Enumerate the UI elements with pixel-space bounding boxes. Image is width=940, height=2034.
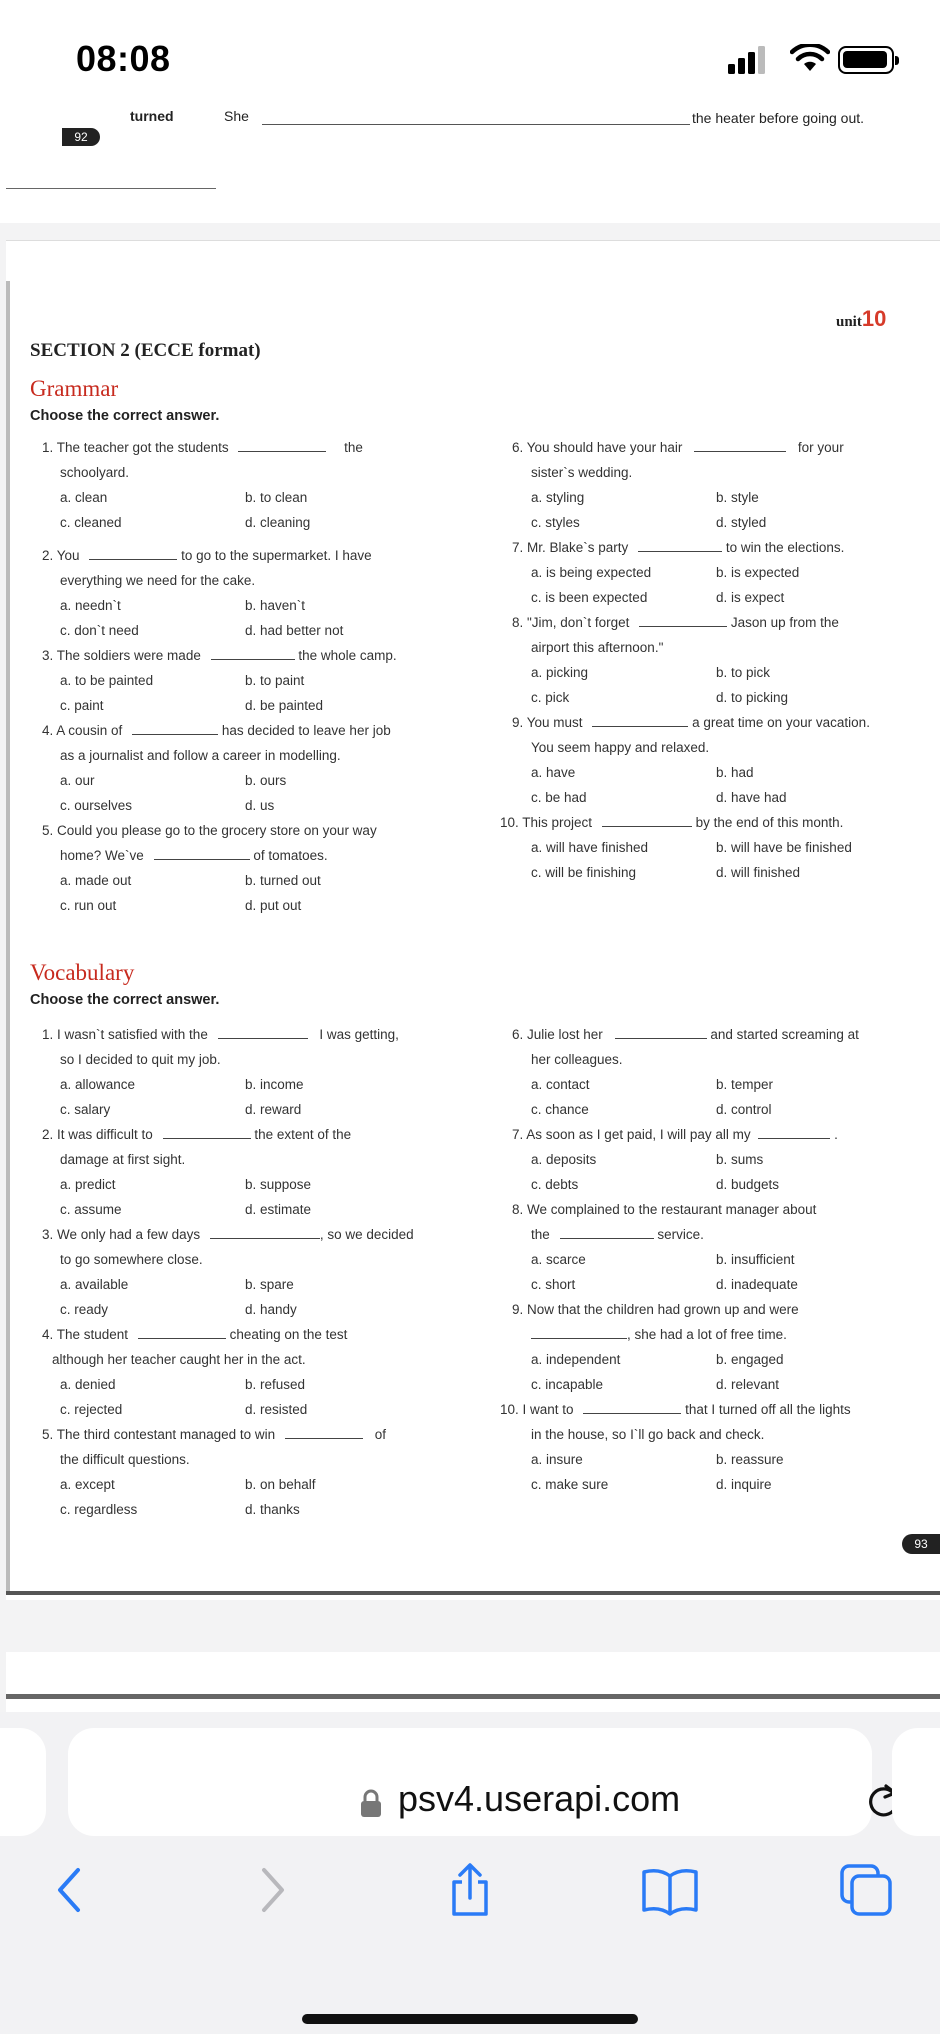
lock-icon xyxy=(360,1788,382,1818)
page-number-badge: 93 xyxy=(902,1534,940,1554)
bookmarks-icon[interactable] xyxy=(640,1862,700,1918)
option[interactable]: c. ourselves xyxy=(60,798,133,813)
next-page xyxy=(6,1652,940,1712)
sentence-end: the heater before going out. xyxy=(692,110,865,126)
tabs-icon[interactable] xyxy=(838,1862,894,1918)
option[interactable]: b. to pick xyxy=(716,665,771,680)
option[interactable]: c. ready xyxy=(60,1302,109,1317)
option[interactable]: d. to picking xyxy=(716,690,789,705)
option[interactable]: c. incapable xyxy=(531,1377,604,1392)
option[interactable]: d. inadequate xyxy=(716,1277,798,1292)
unit-number: 10 xyxy=(861,306,887,331)
option[interactable]: d. inquire xyxy=(716,1477,772,1492)
question-line: 6. Julie lost her and started screaming at xyxy=(512,1027,859,1042)
option[interactable]: b. on behalf xyxy=(245,1477,316,1492)
option[interactable]: d. relevant xyxy=(716,1377,780,1392)
option[interactable]: a. made out xyxy=(60,873,132,888)
option[interactable]: c. is been expected xyxy=(531,590,648,605)
question-line: as a journalist and follow a career in modelling. xyxy=(60,748,341,763)
option[interactable]: c. styles xyxy=(531,515,580,530)
option[interactable]: b. had xyxy=(716,765,754,780)
question-line: the service. xyxy=(531,1227,704,1242)
question-line: to go somewhere close. xyxy=(60,1252,203,1267)
option[interactable]: a. contact xyxy=(531,1077,590,1092)
option[interactable]: c. salary xyxy=(60,1102,111,1117)
question-line: 5. Could you please go to the grocery store on your way xyxy=(42,823,377,838)
option[interactable]: c. regardless xyxy=(60,1502,138,1517)
word-bank-item: turned xyxy=(130,108,174,124)
question-line: 3. We only had a few days , so we decided xyxy=(42,1227,414,1242)
section-title: SECTION 2 (ECCE format) xyxy=(30,340,261,361)
option[interactable]: d. estimate xyxy=(245,1202,312,1217)
question-line: although her teacher caught her in the act. xyxy=(52,1352,306,1367)
option[interactable]: d. cleaning xyxy=(245,515,311,530)
option[interactable]: a. denied xyxy=(60,1377,116,1392)
option[interactable]: a. to be painted xyxy=(60,673,154,688)
option[interactable]: c. will be finishing xyxy=(531,865,637,880)
question-line: everything we need for the cake. xyxy=(60,573,256,588)
page-bottom-edge xyxy=(6,1591,940,1595)
previous-tab-peek[interactable] xyxy=(0,1728,46,1836)
option[interactable]: d. resisted xyxy=(245,1402,308,1417)
option[interactable]: c. be had xyxy=(531,790,587,805)
option[interactable]: a. is being expected xyxy=(531,565,652,580)
vocabulary-heading: Vocabulary xyxy=(30,960,135,985)
option[interactable]: b. ours xyxy=(245,773,287,788)
option[interactable]: a. independent xyxy=(531,1352,621,1367)
option[interactable]: a. allowance xyxy=(60,1077,136,1092)
option[interactable]: d. will finished xyxy=(716,865,801,880)
question-line: 5. The third contestant managed to win of xyxy=(42,1427,386,1442)
option[interactable]: c. make sure xyxy=(531,1477,609,1492)
option[interactable]: c. run out xyxy=(60,898,117,913)
option[interactable]: a. our xyxy=(60,773,95,788)
option[interactable]: d. styled xyxy=(716,515,767,530)
question-line: 8. We complained to the restaurant manager about xyxy=(512,1202,817,1217)
option[interactable]: c. cleaned xyxy=(60,515,122,530)
question-line: , she had a lot of free time. xyxy=(531,1328,787,1343)
question-line: the difficult questions. xyxy=(60,1452,190,1467)
option[interactable]: d. us xyxy=(245,798,275,813)
question-line: 1. The teacher got the students the xyxy=(42,440,363,455)
url-text: psv4.userapi.com xyxy=(398,1778,681,1819)
option[interactable]: b. spare xyxy=(245,1277,294,1292)
question-line: damage at first sight. xyxy=(60,1152,186,1167)
grammar-instruction: Choose the correct answer. xyxy=(30,408,220,424)
question-line: 1. I wasn`t satisfied with the I was getting, xyxy=(42,1027,399,1042)
question-line: 3. The soldiers were made the whole camp. xyxy=(42,648,397,663)
option[interactable]: d. put out xyxy=(245,898,302,913)
vocabulary-instruction: Choose the correct answer. xyxy=(30,992,220,1008)
question-line: 10. This project by the end of this month. xyxy=(500,815,844,830)
divider xyxy=(6,188,216,189)
option[interactable]: d. is expect xyxy=(716,590,785,605)
option[interactable]: a. except xyxy=(60,1477,115,1492)
option[interactable]: d. had better not xyxy=(245,623,344,638)
next-tab-peek[interactable] xyxy=(892,1728,940,1836)
question-line: 4. The student cheating on the test xyxy=(42,1327,348,1342)
question-line: so I decided to quit my job. xyxy=(60,1052,221,1067)
option[interactable]: d. have had xyxy=(716,790,787,805)
question-line: home? We`ve of tomatoes. xyxy=(60,848,328,863)
option[interactable]: b. reassure xyxy=(716,1452,784,1467)
option[interactable]: d. control xyxy=(716,1102,772,1117)
answer-blank xyxy=(262,124,690,125)
page-number-badge: 92 xyxy=(62,128,100,146)
option[interactable]: b. engaged xyxy=(716,1352,784,1367)
option[interactable]: a. have xyxy=(531,765,576,780)
option[interactable]: b. refused xyxy=(245,1377,306,1392)
option[interactable]: c. paint xyxy=(60,698,104,713)
option[interactable]: c. don`t need xyxy=(60,623,139,638)
question-line: 9. Now that the children had grown up and were xyxy=(512,1302,799,1317)
option[interactable]: d. handy xyxy=(245,1302,297,1317)
question-line: 2. It was difficult to the extent of the xyxy=(42,1127,352,1142)
address-bar[interactable] xyxy=(68,1728,872,1836)
question-line: schoolyard. xyxy=(60,465,130,480)
option[interactable]: d. be painted xyxy=(245,698,324,713)
question-line: sister`s wedding. xyxy=(531,465,633,480)
option[interactable]: c. chance xyxy=(531,1102,589,1117)
previous-page xyxy=(0,0,940,223)
option[interactable]: a. insure xyxy=(531,1452,583,1467)
question-line: 10. I want to that I turned off all the lights xyxy=(500,1402,851,1417)
option[interactable]: c. short xyxy=(531,1277,576,1292)
question-line: airport this afternoon." xyxy=(531,640,664,655)
option[interactable]: b. style xyxy=(716,490,759,505)
option[interactable]: c. assume xyxy=(60,1202,122,1217)
grammar-heading: Grammar xyxy=(30,376,119,401)
question-line: 7. As soon as I get paid, I will pay all my . xyxy=(512,1127,838,1142)
question-line: 6. You should have your hair for your xyxy=(512,440,844,455)
question-line: 9. You must a great time on your vacation. xyxy=(512,715,870,730)
option[interactable]: d. budgets xyxy=(716,1177,780,1192)
question-line: 7. Mr. Blake`s party to win the elections. xyxy=(512,540,845,555)
page-edge xyxy=(6,1694,940,1699)
sentence-start: She xyxy=(224,108,249,124)
option[interactable]: a. available xyxy=(60,1277,129,1292)
option[interactable]: b. to clean xyxy=(245,490,308,505)
share-icon[interactable] xyxy=(444,1862,496,1918)
option[interactable]: a. will have finished xyxy=(531,840,649,855)
browser-toolbar xyxy=(0,1712,940,2034)
back-icon[interactable] xyxy=(54,1862,84,1918)
question-line: 4. A cousin of has decided to leave her job xyxy=(42,723,391,738)
option[interactable]: b. haven`t xyxy=(245,598,306,613)
option[interactable]: a. scarce xyxy=(531,1252,586,1267)
forward-icon[interactable] xyxy=(258,1862,288,1918)
option[interactable]: b. sums xyxy=(716,1152,764,1167)
unit-label: unit10 xyxy=(836,306,887,331)
question-line: her colleagues. xyxy=(531,1052,623,1067)
option[interactable]: a. predict xyxy=(60,1177,116,1192)
option[interactable]: b. insufficient xyxy=(716,1252,795,1267)
option[interactable]: c. rejected xyxy=(60,1402,123,1417)
option[interactable]: a. clean xyxy=(60,490,108,505)
option[interactable]: b. suppose xyxy=(245,1177,312,1192)
option[interactable]: b. is expected xyxy=(716,565,800,580)
option[interactable]: a. picking xyxy=(531,665,589,680)
option[interactable]: c. pick xyxy=(531,690,570,705)
option[interactable]: d. reward xyxy=(245,1102,302,1117)
option[interactable]: b. to paint xyxy=(245,673,305,688)
option[interactable]: a. deposits xyxy=(531,1152,597,1167)
option[interactable]: c. debts xyxy=(531,1177,579,1192)
option[interactable]: b. turned out xyxy=(245,873,321,888)
page-edge xyxy=(6,281,10,1591)
option[interactable]: d. thanks xyxy=(245,1502,300,1517)
question-line: 8. "Jim, don`t forget Jason up from the xyxy=(512,615,839,630)
question-line: 2. You to go to the supermarket. I have xyxy=(42,548,372,563)
home-indicator[interactable] xyxy=(302,2014,638,2024)
question-line: in the house, so I`ll go back and check. xyxy=(531,1427,765,1442)
option[interactable]: a. needn`t xyxy=(60,598,121,613)
question-line: You seem happy and relaxed. xyxy=(531,740,710,755)
option[interactable]: b. will have be finished xyxy=(716,840,852,855)
status-time: 08:08 xyxy=(76,38,171,79)
option[interactable]: a. styling xyxy=(531,490,585,505)
option[interactable]: b. income xyxy=(245,1077,304,1092)
option[interactable]: b. temper xyxy=(716,1077,774,1092)
